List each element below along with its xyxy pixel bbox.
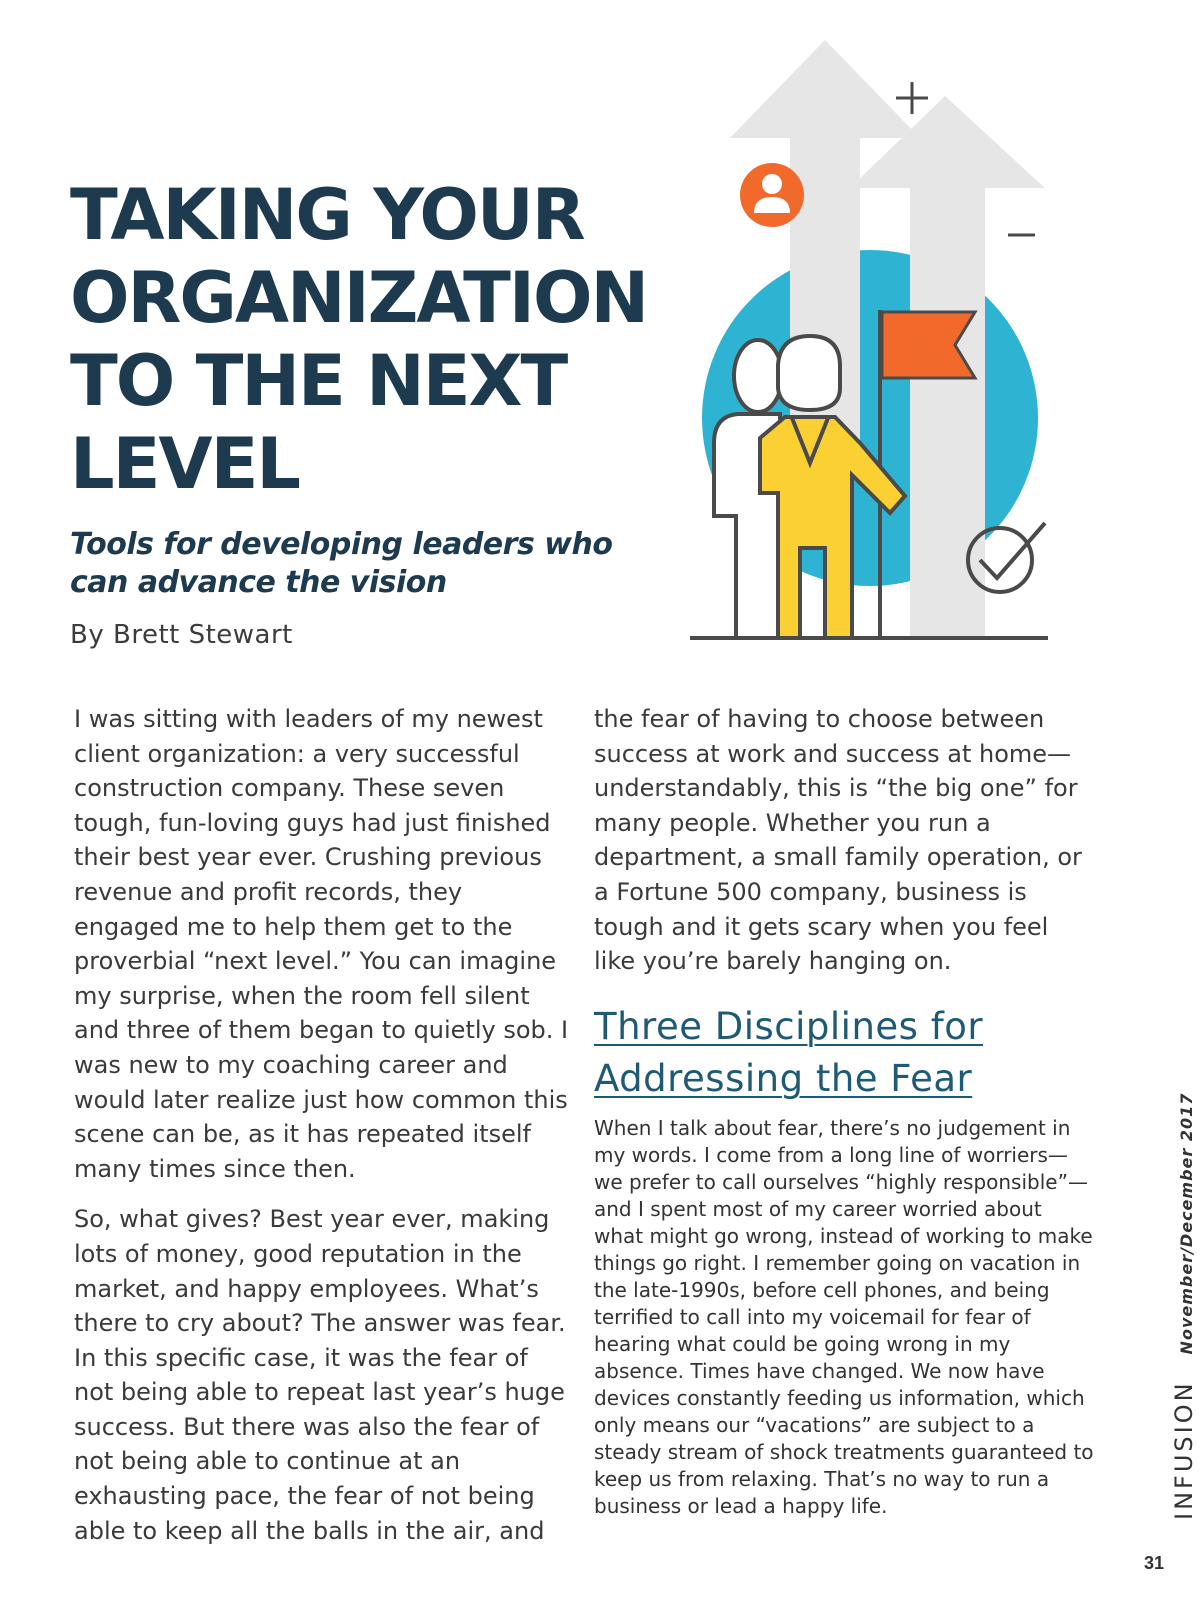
title-line: TAKING YOUR xyxy=(70,174,584,256)
page-number: 31 xyxy=(1144,1553,1165,1573)
title-line: ORGANIZATION xyxy=(70,257,648,339)
byline: By Brett Stewart xyxy=(70,620,293,650)
body-column-left xyxy=(74,702,574,1564)
title-line: TO THE NEXT xyxy=(70,340,567,422)
body-paragraph: So, what gives? Best year ever, making lots of money, good reputation in the market, and happy employees. What’s there to cry about? The answer was fear. In this specific case, it was the fear of not being able to repeat last year’s huge success. But there was also the fear of not being able to continue at an exhausting pace, the fear of not being able to keep all the balls in the air, and xyxy=(74,1205,566,1545)
article-title xyxy=(70,174,750,506)
article-subtitle: Tools for developing leaders who can advance the vision xyxy=(70,527,613,600)
hero-illustration xyxy=(690,38,1090,668)
section-heading: Three Disciplines for Addressing the Fear xyxy=(594,1004,984,1100)
title-line: LEVEL xyxy=(70,423,300,505)
body-paragraph-continued: the fear of having to choose between success at work and success at home—understandably, this is “the big one” for many people. Whether you run a department, a small family operation, or a Fortune 500 company, business is tough and it gets scary when you feel like you’re barely hanging on. xyxy=(594,705,1082,976)
body-paragraph: I was sitting with leaders of my newest client organization: a very successful construction company. These seven tough, fun-loving guys had just finished their best year ever. Crushing previous revenue and profit records, they engaged me to help them get to the proverbial “next level.” You can imagine my surprise, when the room fell silent and three of them began to quietly sob. I was new to my coaching career and would later realize just how common this scene can be, as it has repeated itself many times since then. xyxy=(74,705,569,1183)
body-column-right xyxy=(594,702,1094,1520)
section-paragraph: When I talk about fear, there’s no judgement in my words. I come from a long line of worriers—we prefer to call ourselves “highly responsible”—and I spent most of my career worried about what might go wrong, instead of working to make things go right. I remember going on vacation in the late-1990s, before cell phones, and being terrified to call into my voicemail for fear of hearing what could be going wrong in my absence. Times have changed. We now have devices constantly feeding us information, which only means our “vacations” are subject to a steady stream of shock treatments guaranteed to keep us from relaxing. That’s no way to run a business or lead a happy life. xyxy=(594,1115,1094,1518)
person-badge-icon xyxy=(740,163,804,227)
plus-icon xyxy=(896,82,928,114)
issue-date: November/December 2017 xyxy=(1177,1092,1196,1355)
magazine-brand-logo: INFUSION xyxy=(1170,1380,1198,1520)
magazine-sidebar-label xyxy=(1170,1093,1198,1520)
